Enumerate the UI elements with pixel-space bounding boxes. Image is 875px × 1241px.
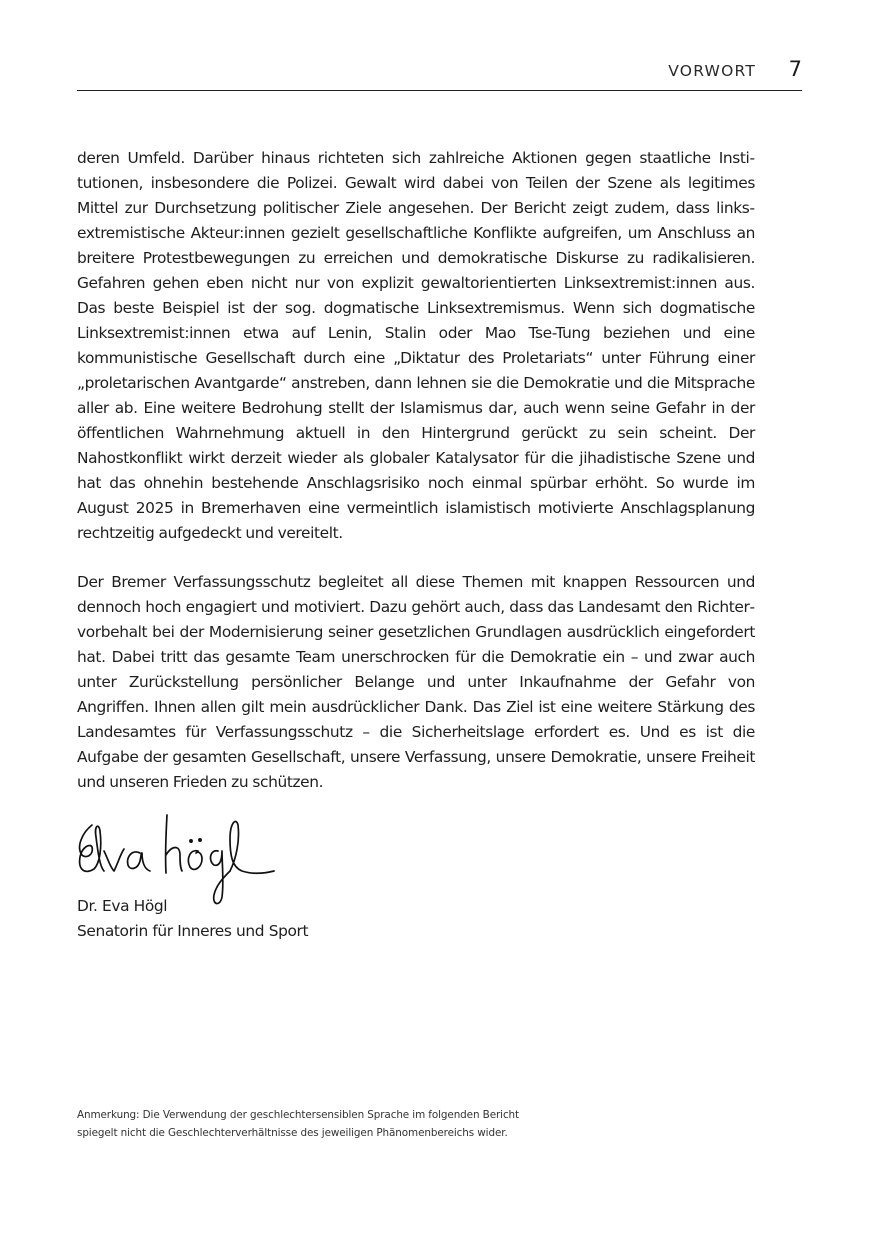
footnote-line: spiegelt nicht die Geschlechterverhältnisse des jeweiligen Phänomenbereichs wider. — [77, 1127, 508, 1139]
page-header — [77, 54, 802, 91]
signer-role: Senatorin für Inneres und Sport — [77, 922, 309, 940]
body-text — [77, 146, 755, 819]
paragraph: Der Bremer Verfassungsschutz begleitet all diese Themen mit knappen Ressourcen und dennoch hoch engagiert und motiviert. Dazu gehört auch, dass das Landesamt den Richtervorbehalt bei der Modernisierung seiner gesetzlichen Grundlagen ausdrücklich eingefordert hat. Dabei tritt das gesamte Team unerschrocken für die Demokratie ein – und zwar auch unter Zurückstellung persönlicher Belange und unter Inkaufnahme der Gefahr von Angriffen. Ihnen allen gilt mein ausdrücklicher Dank. Das Ziel ist eine weitere Stärkung des Landesamtes für Verfassungsschutz – die Sicherheitslage erfordert es. Und es ist die Aufgabe der gesamten Gesellschaft, unsere Verfassung, unsere Demokratie, unsere Freiheit und unseren Frieden zu schützen. — [77, 573, 755, 791]
footnote-line: Anmerkung: Die Verwendung der geschlechtersensiblen Sprache im folgenden Bericht — [77, 1109, 520, 1121]
signer-name: Dr. Eva Högl — [77, 897, 168, 915]
footnote — [77, 1106, 637, 1142]
paragraph: deren Umfeld. Darüber hinaus richteten sich zahlreiche Aktionen gegen staatliche Institutionen, insbesondere die Polizei. Gewalt wird dabei von Teilen der Szene als legitimes Mittel zur Durchsetzung politischer Ziele angesehen. Der Bericht zeigt zudem, dass linksextremistische Akteur:innen gezielt gesellschaftliche Konflikte aufgreifen, um Anschluss an breitere Protestbewegungen zu erreichen und demokratische Diskurse zu radikalisieren. Gefahren gehen eben nicht nur von explizit gewaltorientierten Linksextremist:innen aus. Das beste Beispiel ist der sog. dogmatische Linksextremismus. Wenn sich dogmatische Linksextremist:innen etwa auf Lenin, Stalin oder Mao Tse-Tung beziehen und eine kommunistische Gesellschaft durch eine „Diktatur des Proletariats“ unter Führung einer „proletarischen Avantgarde“ anstreben, dann lehnen sie die Demokratie und die Mitsprache aller ab. Eine weitere Bedrohung stellt der Islamismus dar, auch wenn seine Gefahr in der öffentlichen Wahrnehmung aktuell in den Hintergrund gerückt zu sein scheint. Der Nahostkonflikt wirkt derzeit wieder als globaler Katalysator für die jihadistische Szene und hat das ohnehin bestehende Anschlagsrisiko noch einmal spürbar erhöht. So wurde im August 2025 in Bremerhaven eine vermeintlich islamistisch motivierte Anschlagsplanung rechtzeitig aufgedeckt und vereitelt. — [77, 149, 755, 542]
section-title: VORWORT — [668, 62, 756, 80]
page-number: 7 — [788, 57, 802, 81]
